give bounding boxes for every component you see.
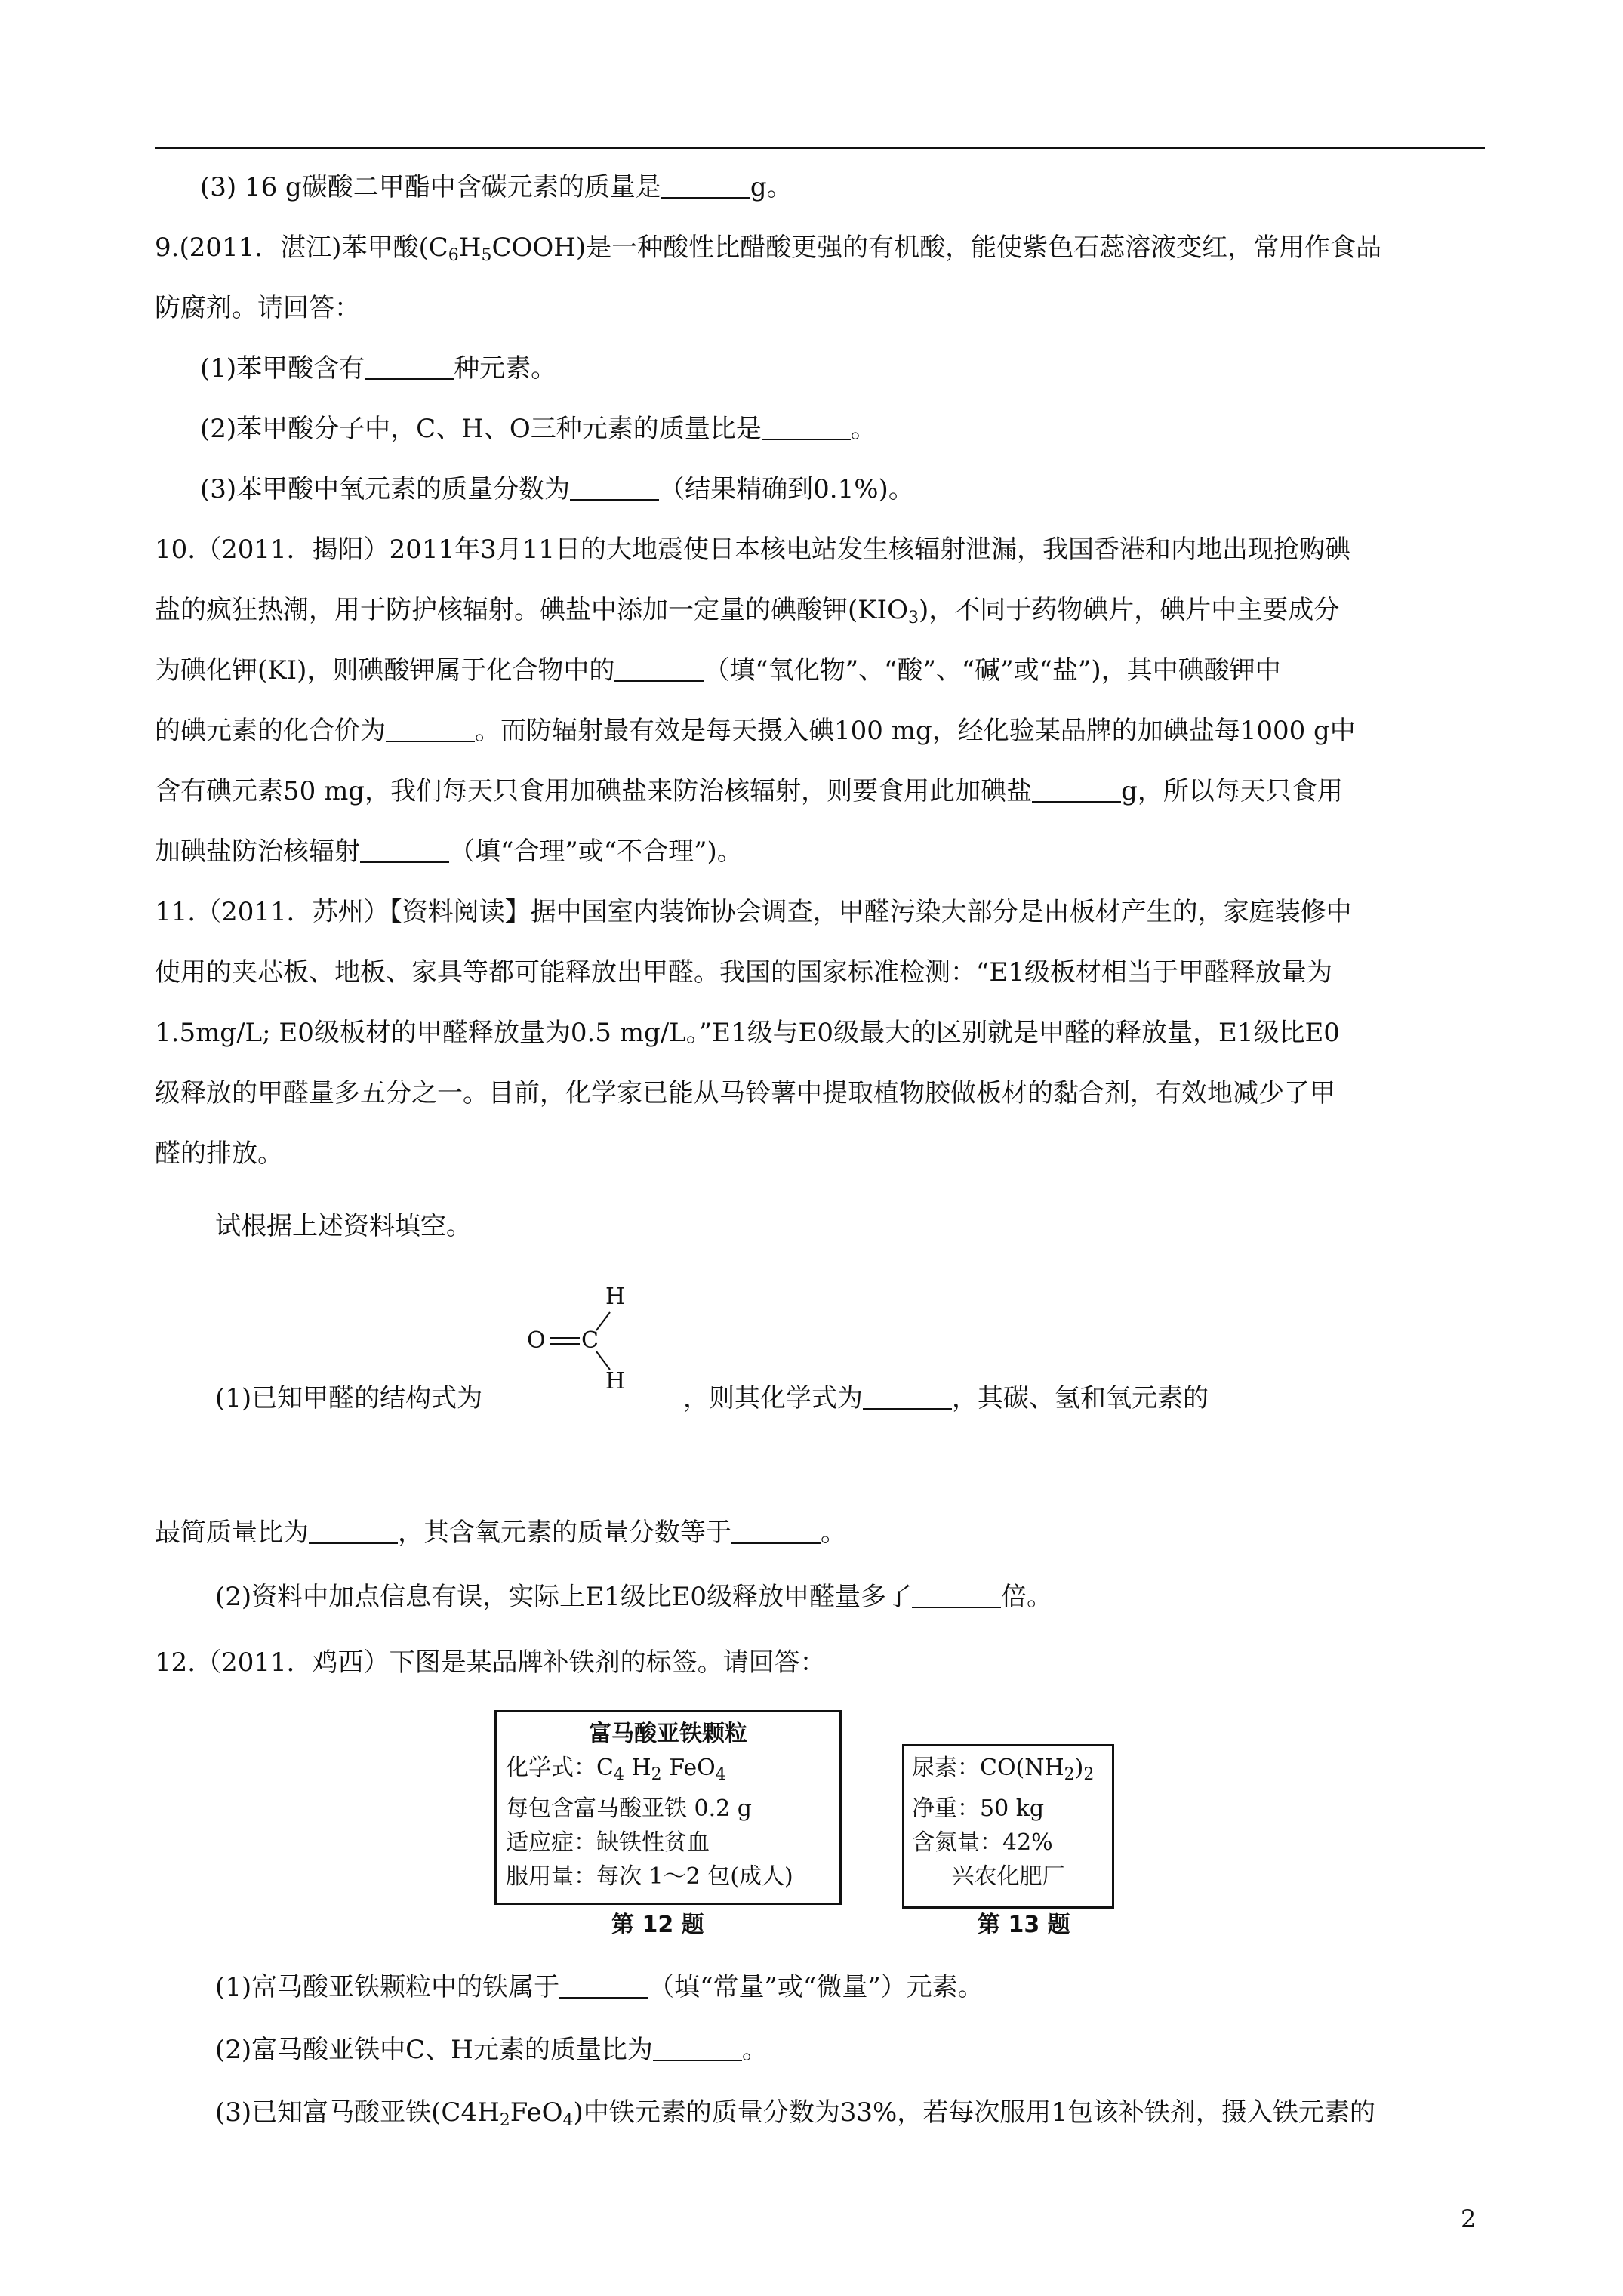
answer-blank[interactable] — [559, 1974, 648, 1999]
q11-part1-line2 — [155, 1518, 846, 1548]
text: 含有碘元素50 mg，我们每天只食用加碘盐来防治核辐射，则要食用此加碘盐 — [155, 776, 1033, 806]
q10-line4 — [155, 716, 1356, 746]
text: (1)已知甲醛的结构式为 — [215, 1383, 483, 1413]
q12-part3 — [215, 2097, 1375, 2136]
text: COOH)是一种酸性比醋酸更强的有机酸，能使紫色石蕊溶液变红，常用作食品 — [491, 233, 1382, 263]
text: 12.（2011．鸡西）下图是某品牌补铁剂的标签。请回答： — [155, 1647, 826, 1678]
text: ，其含氧元素的质量分数等于 — [398, 1518, 731, 1548]
q9-part1 — [200, 353, 556, 384]
text: g，所以每天只食用 — [1121, 776, 1343, 806]
text: 种元素。 — [454, 353, 557, 384]
subscript: 2 — [1064, 1765, 1075, 1784]
text: H — [624, 1755, 651, 1781]
label-nitrogen: 含氮量：42% — [912, 1829, 1053, 1856]
text: g。 — [750, 172, 793, 202]
q11-line3 — [155, 1018, 1340, 1048]
header-rule — [155, 147, 1485, 149]
text: FeO — [661, 1755, 716, 1781]
text: 为碘化钾(KI)，则碘酸钾属于化合物中的 — [155, 655, 615, 686]
label-q12-iron-supplement — [494, 1710, 842, 1905]
text: (3)已知富马酸亚铁(C4H — [215, 2097, 500, 2128]
text: 使用的夹芯板、地板、家具等都可能释放出甲醛。我国的国家标准检测：“E1级板材相当于甲醛释放量为 — [155, 957, 1332, 988]
text: 级释放的甲醛量多五分之一。目前，化学家已能从马铃薯中提取植物胶做板材的黏合剂，有效地减少了甲 — [155, 1078, 1335, 1108]
caption-q13: 第 13 题 — [978, 1912, 1070, 1938]
label-formula — [506, 1751, 830, 1792]
text: )，不同于药物碘片，碘片中主要成分 — [918, 595, 1340, 625]
answer-blank[interactable] — [365, 356, 454, 380]
subscript: 4 — [562, 2111, 574, 2130]
text: ，则其化学式为 — [683, 1383, 863, 1413]
text: (2)富马酸亚铁中C、H元素的质量比为 — [215, 2035, 653, 2065]
text: 防腐剂。请回答： — [155, 293, 360, 323]
text: （结果精确到0.1%)。 — [659, 474, 914, 504]
text: ，其碳、氢和氧元素的 — [952, 1383, 1209, 1413]
label-usage: 服用量：每次 1～2 包(成人) — [506, 1863, 793, 1890]
subscript: 2 — [499, 2111, 510, 2130]
answer-blank[interactable] — [1032, 778, 1121, 803]
label-title: 富马酸亚铁颗粒 — [589, 1721, 747, 1747]
text: 1.5mg/L; E0级板材的甲醛释放量为0.5 mg/L。”E1级与E0级最大的区别就是甲醛的释放量，E1级比E0 — [155, 1018, 1340, 1048]
text: (3)苯甲酸中氧元素的质量分数为 — [200, 474, 571, 504]
text: 醛的排放。 — [155, 1139, 283, 1169]
text: FeO — [510, 2097, 563, 2128]
label-indication: 适应症：缺铁性贫血 — [506, 1829, 710, 1856]
caption-q12: 第 12 题 — [611, 1912, 704, 1938]
text: 11.（2011．苏州）【资料阅读】据中国室内装饰协会调查，甲醛污染大部分是由板材产生的，家庭装修中 — [155, 897, 1352, 927]
q11-instruction — [215, 1211, 472, 1241]
answer-blank[interactable] — [386, 718, 475, 742]
text: 9.(2011．湛江)苯甲酸(C — [155, 233, 448, 263]
q10-line5 — [155, 776, 1343, 806]
q9-part2 — [200, 414, 876, 444]
text: )中铁元素的质量分数为33%，若每次服用1包该补铁剂，摄入铁元素的 — [573, 2097, 1375, 2128]
answer-blank[interactable] — [762, 416, 851, 440]
text: 10.（2011．揭阳）2011年3月11日的大地震使日本核电站发生核辐射泄漏，我国香港和内地出现抢购碘 — [155, 535, 1351, 565]
text: 化学式：C — [506, 1755, 614, 1781]
q11-part1 — [215, 1383, 482, 1413]
text: 试根据上述资料填空。 — [215, 1211, 472, 1241]
q11-line4 — [155, 1078, 1335, 1108]
label-weight: 净重：50 kg — [912, 1795, 1045, 1822]
text: （填“合理”或“不合理”)。 — [449, 837, 743, 867]
subscript: 5 — [481, 246, 492, 265]
q11-part2 — [215, 1582, 1052, 1612]
q10-line6 — [155, 837, 743, 867]
text: （填“常量”或“微量”）元素。 — [648, 1972, 984, 2002]
text: 尿素：CO(NH — [912, 1755, 1064, 1781]
label-factory: 兴农化肥厂 — [951, 1863, 1065, 1890]
text: 最简质量比为 — [155, 1518, 309, 1548]
q11-line1 — [155, 897, 1352, 927]
text: 。 — [850, 414, 876, 444]
answer-blank[interactable] — [309, 1520, 398, 1544]
q9-stem — [155, 233, 1381, 271]
text: (1)苯甲酸含有 — [200, 353, 365, 384]
subscript: 3 — [907, 609, 919, 627]
label-q13-fertilizer — [902, 1744, 1114, 1909]
text: 倍。 — [1001, 1582, 1053, 1612]
answer-blank[interactable] — [912, 1584, 1001, 1608]
subscript: 2 — [1083, 1765, 1095, 1784]
text: (3) 16 g碳酸二甲酯中含碳元素的质量是 — [200, 172, 661, 202]
text: (1)富马酸亚铁颗粒中的铁属于 — [215, 1972, 560, 2002]
q9-stem-cont — [155, 293, 360, 323]
q10-line2 — [155, 595, 1339, 633]
q12-part1 — [215, 1972, 984, 2002]
text: 加碘盐防治核辐射 — [155, 837, 360, 867]
q9-part3 — [200, 474, 914, 504]
text: 。 — [821, 1518, 846, 1548]
subscript: 6 — [448, 246, 459, 265]
label-urea — [912, 1751, 1104, 1792]
label-dose: 每包含富马酸亚铁 0.2 g — [506, 1795, 752, 1822]
answer-blank[interactable] — [570, 476, 659, 501]
answer-blank[interactable] — [360, 839, 449, 863]
formaldehyde-structure — [521, 1284, 642, 1397]
q11-line2 — [155, 957, 1332, 988]
q10-line1 — [155, 535, 1350, 565]
answer-blank[interactable] — [731, 1520, 821, 1544]
atom-h-top: H — [605, 1284, 626, 1310]
atom-c: C — [581, 1327, 599, 1354]
q11-part1-cont — [683, 1383, 1209, 1413]
answer-blank[interactable] — [614, 658, 704, 682]
answer-blank[interactable] — [653, 2037, 742, 2061]
q8-part3 — [200, 172, 793, 202]
atom-o: O — [527, 1327, 546, 1354]
subscript: 4 — [613, 1765, 624, 1784]
answer-blank[interactable] — [863, 1385, 952, 1410]
q12-stem — [155, 1647, 826, 1678]
text: （填“氧化物”、“酸”、“碱”或“盐”)，其中碘酸钾中 — [704, 655, 1281, 686]
text: ) — [1074, 1755, 1084, 1781]
subscript: 2 — [651, 1765, 662, 1784]
text: (2)资料中加点信息有误，实际上E1级比E0级释放甲醛量多了 — [215, 1582, 913, 1612]
text: 。 — [741, 2035, 768, 2065]
text: 。而防辐射最有效是每天摄入碘100 mg，经化验某品牌的加碘盐每1000 g中 — [475, 716, 1356, 746]
subscript: 4 — [715, 1765, 726, 1784]
page-number: 2 — [1461, 2205, 1477, 2233]
q10-line3 — [155, 655, 1281, 686]
text: H — [458, 233, 482, 263]
q12-part2 — [215, 2035, 768, 2065]
atom-h-bottom: H — [605, 1368, 626, 1395]
answer-blank[interactable] — [661, 174, 750, 199]
text: 盐的疯狂热潮，用于防护核辐射。碘盐中添加一定量的碘酸钾(KIO — [155, 595, 908, 625]
text: 的碘元素的化合价为 — [155, 716, 386, 746]
text: (2)苯甲酸分子中，C、H、O三种元素的质量比是 — [200, 414, 762, 444]
q11-line5 — [155, 1139, 283, 1169]
